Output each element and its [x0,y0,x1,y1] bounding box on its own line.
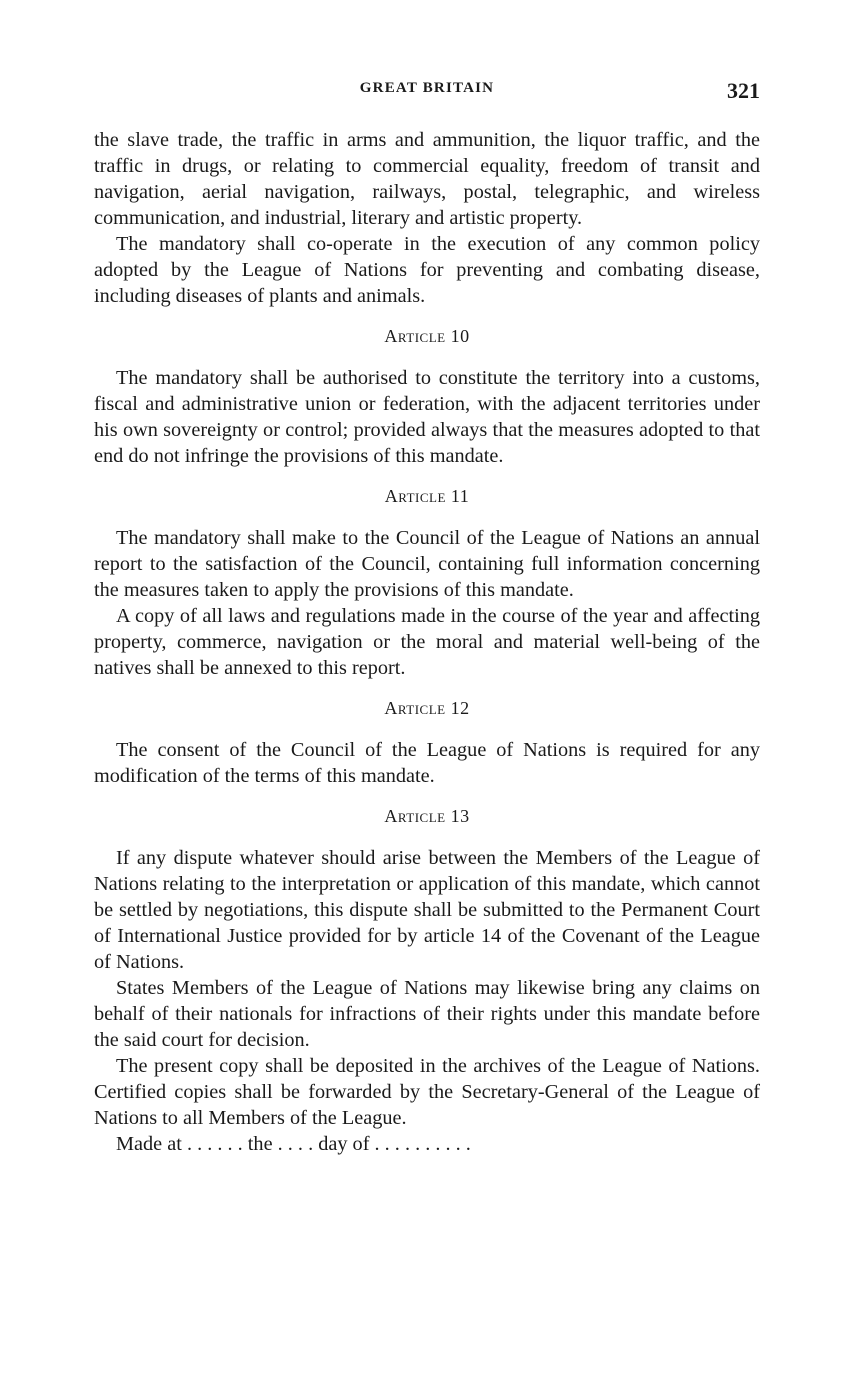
paragraph: A copy of all laws and regulations made in the course of the year and affecting property, commerce, navigation or the moral and material well-being of the natives shall be annexed to this report. [94,605,760,679]
paragraph: The consent of the Council of the League of Nations is required for any modification of the terms of this mandate. [94,739,760,787]
article-heading: Article 13 [384,806,470,826]
paragraph: If any dispute whatever should arise between the Members of the League of Nations relating to the interpretation or application of this mandate, which cannot be settled by negotiations, this dispute shall be submitted to the Permanent Court of International Justice provided for by article 14 of the Covenant of the League of Nations. [94,847,760,973]
paragraph: The mandatory shall be authorised to constitute the territory into a customs, fiscal and administrative union or federation, with the adjacent territories under his own sovereignty or control; provided always that the measures adopted to that end do not infringe the provisions of this mandate. [94,367,760,467]
article-heading: Article 11 [384,486,470,506]
paragraph: The mandatory shall co-operate in the execution of any common policy adopted by the League of Nations for preventing and combating disease, including diseases of plants and animals. [94,233,760,307]
paragraph: The present copy shall be deposited in the archives of the League of Nations. Certified copies shall be forwarded by the Secretary-General of the League of Nations to all Members of the League. [94,1055,760,1129]
paragraph: States Members of the League of Nations may likewise bring any claims on behalf of their nationals for infractions of their rights under this mandate before the said court for decision. [94,977,760,1051]
body-text [94,127,760,1157]
running-title: GREAT BRITAIN [359,80,495,96]
page-number: 321 [727,78,760,103]
paragraph-continued: the slave trade, the traffic in arms and ammunition, the liquor traffic, and the traffic in drugs, or relating to commercial equality, freedom of transit and navigation, aerial navigation, railways, postal, telegraphic, and wireless communication, and industrial, literary and artistic property. [94,129,760,229]
running-head [94,80,760,110]
article-heading: Article 12 [384,698,470,718]
article-heading: Article 10 [384,326,470,346]
paragraph: The mandatory shall make to the Council of the League of Nations an annual report to the satisfaction of the Council, containing full information concerning the measures taken to apply the provisions of this mandate. [94,527,760,601]
made-at-line: Made at . . . . . . the . . . . day of . . . . . . . . . . [116,1133,471,1155]
